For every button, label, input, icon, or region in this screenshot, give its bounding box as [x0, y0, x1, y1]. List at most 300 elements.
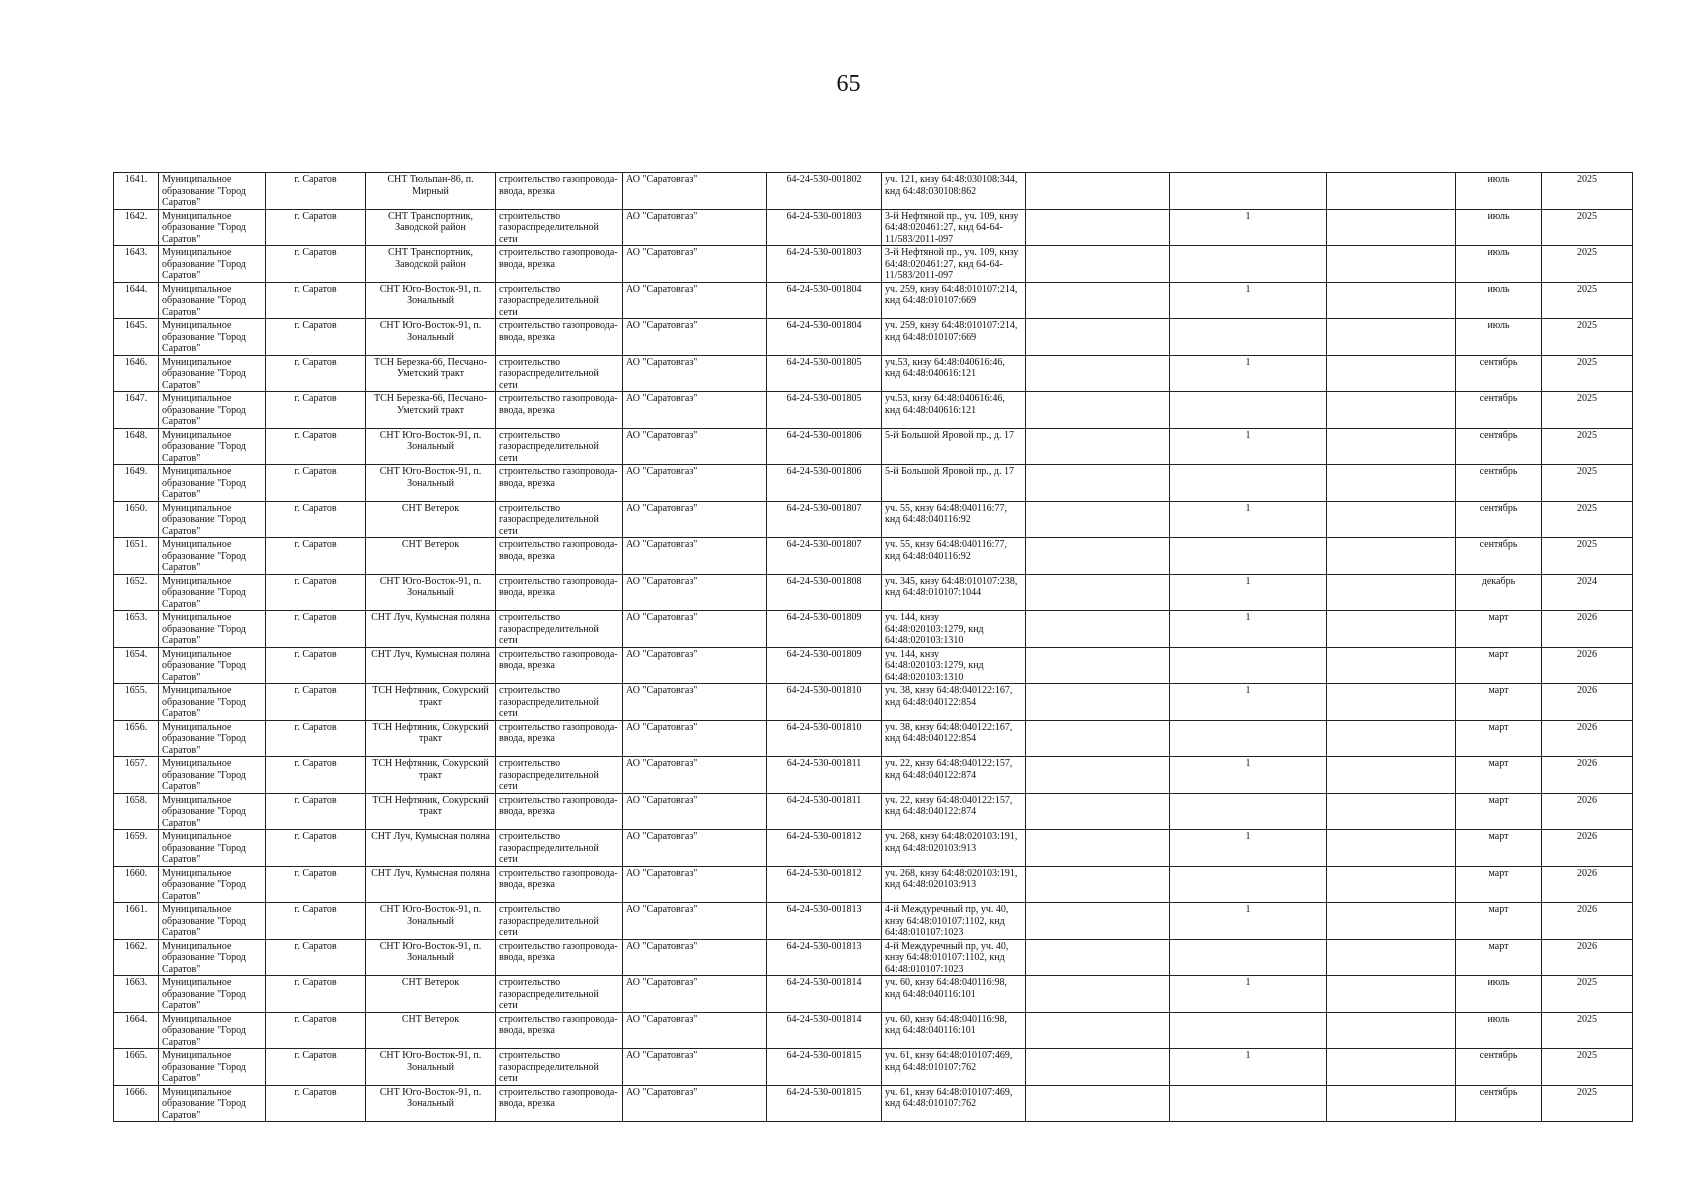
municipality-cell: Муниципальное образование "Город Саратов": [159, 757, 266, 794]
request-id-cell: 64-24-530-001814: [767, 976, 882, 1013]
year-cell: 2026: [1542, 866, 1633, 903]
municipality-cell: Муниципальное образование "Город Саратов": [159, 903, 266, 940]
address-cell: 3-й Нефтяной пр., уч. 109, кнзу 64:48:020461:27, кнд 64-64-11/583/2011-097: [882, 209, 1026, 246]
municipality-cell: Муниципальное образование "Город Саратов": [159, 939, 266, 976]
city-cell: г. Саратов: [266, 282, 366, 319]
work-type-cell: строительство газораспределительной сети: [496, 976, 623, 1013]
locality-cell: СНТ Ветерок: [366, 538, 496, 575]
count-cell: [1170, 392, 1327, 429]
empty-cell: [1026, 1049, 1170, 1086]
organization-cell: АО "Саратовгаз": [623, 319, 767, 356]
municipality-cell: Муниципальное образование "Город Саратов": [159, 173, 266, 210]
city-cell: г. Саратов: [266, 209, 366, 246]
city-cell: г. Саратов: [266, 319, 366, 356]
request-id-cell: 64-24-530-001812: [767, 830, 882, 867]
locality-cell: СНТ Юго-Восток-91, п. Зональный: [366, 282, 496, 319]
empty-cell: [1327, 1049, 1456, 1086]
empty-cell: [1327, 976, 1456, 1013]
work-type-cell: строительство газопровода-ввода, врезка: [496, 939, 623, 976]
address-cell: уч. 38, кнзу 64:48:040122:167, кнд 64:48:040122:854: [882, 720, 1026, 757]
city-cell: г. Саратов: [266, 611, 366, 648]
address-cell: уч.53, кнзу 64:48:040616:46, кнд 64:48:040616:121: [882, 392, 1026, 429]
municipality-cell: Муниципальное образование "Город Саратов": [159, 209, 266, 246]
work-type-cell: строительство газопровода-ввода, врезка: [496, 647, 623, 684]
locality-cell: СНТ Луч, Кумысная поляна: [366, 611, 496, 648]
empty-cell: [1327, 209, 1456, 246]
table-row: [114, 611, 1633, 648]
empty-cell: [1026, 647, 1170, 684]
municipality-cell: Муниципальное образование "Город Саратов": [159, 1049, 266, 1086]
table-row: [114, 501, 1633, 538]
empty-cell: [1327, 428, 1456, 465]
locality-cell: СНТ Юго-Восток-91, п. Зональный: [366, 319, 496, 356]
month-cell: сентябрь: [1456, 355, 1542, 392]
address-cell: уч. 144, кнзу 64:48:020103:1279, кнд 64:48:020103:1310: [882, 647, 1026, 684]
work-type-cell: строительство газораспределительной сети: [496, 611, 623, 648]
address-cell: уч. 60, кнзу 64:48:040116:98, кнд 64:48:040116:101: [882, 1012, 1026, 1049]
table-row: [114, 465, 1633, 502]
city-cell: г. Саратов: [266, 830, 366, 867]
year-cell: 2025: [1542, 1049, 1633, 1086]
year-cell: 2025: [1542, 209, 1633, 246]
empty-cell: [1026, 793, 1170, 830]
empty-cell: [1327, 684, 1456, 721]
municipality-cell: Муниципальное образование "Город Саратов": [159, 574, 266, 611]
empty-cell: [1327, 903, 1456, 940]
month-cell: июль: [1456, 1012, 1542, 1049]
municipality-cell: Муниципальное образование "Город Саратов": [159, 282, 266, 319]
locality-cell: СНТ Тюльпан-86, п. Мирный: [366, 173, 496, 210]
month-cell: март: [1456, 720, 1542, 757]
row-number-cell: 1660.: [114, 866, 159, 903]
work-type-cell: строительство газораспределительной сети: [496, 903, 623, 940]
month-cell: март: [1456, 866, 1542, 903]
city-cell: г. Саратов: [266, 246, 366, 283]
locality-cell: СНТ Ветерок: [366, 976, 496, 1013]
municipality-cell: Муниципальное образование "Город Саратов": [159, 319, 266, 356]
month-cell: июль: [1456, 319, 1542, 356]
work-type-cell: строительство газопровода-ввода, врезка: [496, 538, 623, 575]
locality-cell: ТСН Нефтяник, Сокурский тракт: [366, 684, 496, 721]
organization-cell: АО "Саратовгаз": [623, 647, 767, 684]
table-row: [114, 574, 1633, 611]
municipality-cell: Муниципальное образование "Город Саратов": [159, 428, 266, 465]
row-number-cell: 1652.: [114, 574, 159, 611]
month-cell: сентябрь: [1456, 392, 1542, 429]
year-cell: 2025: [1542, 465, 1633, 502]
address-cell: уч. 268, кнзу 64:48:020103:191, кнд 64:48:020103:913: [882, 866, 1026, 903]
month-cell: июль: [1456, 209, 1542, 246]
organization-cell: АО "Саратовгаз": [623, 939, 767, 976]
table-row: [114, 173, 1633, 210]
year-cell: 2026: [1542, 720, 1633, 757]
work-type-cell: строительство газораспределительной сети: [496, 501, 623, 538]
municipality-cell: Муниципальное образование "Город Саратов": [159, 465, 266, 502]
month-cell: сентябрь: [1456, 428, 1542, 465]
empty-cell: [1327, 939, 1456, 976]
table-row: [114, 1049, 1633, 1086]
month-cell: сентябрь: [1456, 465, 1542, 502]
count-cell: [1170, 173, 1327, 210]
empty-cell: [1026, 684, 1170, 721]
row-number-cell: 1649.: [114, 465, 159, 502]
request-id-cell: 64-24-530-001811: [767, 757, 882, 794]
municipality-cell: Муниципальное образование "Город Саратов": [159, 246, 266, 283]
locality-cell: СНТ Транспортник, Заводской район: [366, 209, 496, 246]
row-number-cell: 1653.: [114, 611, 159, 648]
empty-cell: [1026, 501, 1170, 538]
organization-cell: АО "Саратовгаз": [623, 684, 767, 721]
empty-cell: [1327, 1085, 1456, 1122]
table-row: [114, 830, 1633, 867]
organization-cell: АО "Саратовгаз": [623, 976, 767, 1013]
municipality-cell: Муниципальное образование "Город Саратов": [159, 830, 266, 867]
empty-cell: [1026, 173, 1170, 210]
locality-cell: СНТ Юго-Восток-91, п. Зональный: [366, 428, 496, 465]
work-type-cell: строительство газораспределительной сети: [496, 355, 623, 392]
city-cell: г. Саратов: [266, 866, 366, 903]
table-row: [114, 976, 1633, 1013]
address-cell: уч. 61, кнзу 64:48:010107:469, кнд 64:48:010107:762: [882, 1085, 1026, 1122]
address-cell: 4-й Междуречный пр, уч. 40, кнзу 64:48:010107:1102, кнд 64:48:010107:1023: [882, 903, 1026, 940]
request-id-cell: 64-24-530-001815: [767, 1085, 882, 1122]
organization-cell: АО "Саратовгаз": [623, 903, 767, 940]
row-number-cell: 1647.: [114, 392, 159, 429]
work-type-cell: строительство газопровода-ввода, врезка: [496, 465, 623, 502]
table-row: [114, 793, 1633, 830]
city-cell: г. Саратов: [266, 1085, 366, 1122]
municipality-cell: Муниципальное образование "Город Саратов": [159, 793, 266, 830]
address-cell: уч. 22, кнзу 64:48:040122:157, кнд 64:48:040122:874: [882, 757, 1026, 794]
organization-cell: АО "Саратовгаз": [623, 501, 767, 538]
locality-cell: ТСН Березка-66, Песчано-Уметский тракт: [366, 392, 496, 429]
address-cell: 4-й Междуречный пр, уч. 40, кнзу 64:48:010107:1102, кнд 64:48:010107:1023: [882, 939, 1026, 976]
organization-cell: АО "Саратовгаз": [623, 246, 767, 283]
work-type-cell: строительство газораспределительной сети: [496, 684, 623, 721]
city-cell: г. Саратов: [266, 173, 366, 210]
locality-cell: СНТ Юго-Восток-91, п. Зональный: [366, 1085, 496, 1122]
empty-cell: [1026, 392, 1170, 429]
municipality-cell: Муниципальное образование "Город Саратов": [159, 720, 266, 757]
work-type-cell: строительство газопровода-ввода, врезка: [496, 574, 623, 611]
empty-cell: [1026, 1012, 1170, 1049]
city-cell: г. Саратов: [266, 538, 366, 575]
year-cell: 2026: [1542, 903, 1633, 940]
address-cell: уч. 61, кнзу 64:48:010107:469, кнд 64:48:010107:762: [882, 1049, 1026, 1086]
table-row: [114, 392, 1633, 429]
row-number-cell: 1648.: [114, 428, 159, 465]
request-id-cell: 64-24-530-001807: [767, 501, 882, 538]
municipality-cell: Муниципальное образование "Город Саратов": [159, 538, 266, 575]
year-cell: 2025: [1542, 392, 1633, 429]
work-type-cell: строительство газораспределительной сети: [496, 757, 623, 794]
month-cell: март: [1456, 684, 1542, 721]
count-cell: [1170, 939, 1327, 976]
empty-cell: [1026, 1085, 1170, 1122]
table-row: [114, 538, 1633, 575]
city-cell: г. Саратов: [266, 392, 366, 429]
count-cell: [1170, 793, 1327, 830]
request-id-cell: 64-24-530-001806: [767, 465, 882, 502]
empty-cell: [1026, 465, 1170, 502]
municipality-cell: Муниципальное образование "Город Саратов": [159, 501, 266, 538]
month-cell: сентябрь: [1456, 1049, 1542, 1086]
year-cell: 2025: [1542, 538, 1633, 575]
table-row: [114, 428, 1633, 465]
year-cell: 2025: [1542, 173, 1633, 210]
row-number-cell: 1654.: [114, 647, 159, 684]
count-cell: [1170, 647, 1327, 684]
work-type-cell: строительство газораспределительной сети: [496, 282, 623, 319]
year-cell: 2026: [1542, 757, 1633, 794]
row-number-cell: 1661.: [114, 903, 159, 940]
address-cell: уч. 55, кнзу 64:48:040116:77, кнд 64:48:040116:92: [882, 501, 1026, 538]
month-cell: июль: [1456, 246, 1542, 283]
locality-cell: СНТ Юго-Восток-91, п. Зональный: [366, 465, 496, 502]
request-id-cell: 64-24-530-001810: [767, 720, 882, 757]
locality-cell: СНТ Транспортник, Заводской район: [366, 246, 496, 283]
organization-cell: АО "Саратовгаз": [623, 1012, 767, 1049]
empty-cell: [1327, 611, 1456, 648]
month-cell: сентябрь: [1456, 538, 1542, 575]
request-id-cell: 64-24-530-001802: [767, 173, 882, 210]
organization-cell: АО "Саратовгаз": [623, 611, 767, 648]
row-number-cell: 1656.: [114, 720, 159, 757]
address-cell: уч.53, кнзу 64:48:040616:46, кнд 64:48:040616:121: [882, 355, 1026, 392]
empty-cell: [1327, 246, 1456, 283]
request-id-cell: 64-24-530-001803: [767, 209, 882, 246]
organization-cell: АО "Саратовгаз": [623, 538, 767, 575]
empty-cell: [1026, 209, 1170, 246]
empty-cell: [1026, 282, 1170, 319]
city-cell: г. Саратов: [266, 1049, 366, 1086]
month-cell: июль: [1456, 282, 1542, 319]
year-cell: 2025: [1542, 246, 1633, 283]
work-type-cell: строительство газопровода-ввода, врезка: [496, 1085, 623, 1122]
count-cell: [1170, 465, 1327, 502]
count-cell: [1170, 1085, 1327, 1122]
month-cell: март: [1456, 793, 1542, 830]
city-cell: г. Саратов: [266, 793, 366, 830]
year-cell: 2025: [1542, 428, 1633, 465]
organization-cell: АО "Саратовгаз": [623, 720, 767, 757]
table-row: [114, 684, 1633, 721]
city-cell: г. Саратов: [266, 976, 366, 1013]
work-type-cell: строительство газопровода-ввода, врезка: [496, 392, 623, 429]
month-cell: март: [1456, 757, 1542, 794]
address-cell: 5-й Большой Яровой пр., д. 17: [882, 465, 1026, 502]
table-row: [114, 355, 1633, 392]
year-cell: 2026: [1542, 793, 1633, 830]
city-cell: г. Саратов: [266, 574, 366, 611]
request-id-cell: 64-24-530-001813: [767, 939, 882, 976]
month-cell: март: [1456, 611, 1542, 648]
count-cell: 1: [1170, 1049, 1327, 1086]
empty-cell: [1327, 1012, 1456, 1049]
empty-cell: [1026, 538, 1170, 575]
month-cell: июль: [1456, 976, 1542, 1013]
organization-cell: АО "Саратовгаз": [623, 793, 767, 830]
municipality-cell: Муниципальное образование "Город Саратов": [159, 647, 266, 684]
work-type-cell: строительство газопровода-ввода, врезка: [496, 720, 623, 757]
request-id-cell: 64-24-530-001806: [767, 428, 882, 465]
request-id-cell: 64-24-530-001813: [767, 903, 882, 940]
request-id-cell: 64-24-530-001809: [767, 647, 882, 684]
city-cell: г. Саратов: [266, 684, 366, 721]
empty-cell: [1327, 319, 1456, 356]
count-cell: [1170, 538, 1327, 575]
work-type-cell: строительство газопровода-ввода, врезка: [496, 319, 623, 356]
row-number-cell: 1641.: [114, 173, 159, 210]
count-cell: 1: [1170, 282, 1327, 319]
empty-cell: [1026, 866, 1170, 903]
empty-cell: [1026, 830, 1170, 867]
year-cell: 2026: [1542, 647, 1633, 684]
locality-cell: СНТ Луч, Кумысная поляна: [366, 647, 496, 684]
empty-cell: [1327, 757, 1456, 794]
year-cell: 2025: [1542, 355, 1633, 392]
row-number-cell: 1662.: [114, 939, 159, 976]
address-cell: уч. 38, кнзу 64:48:040122:167, кнд 64:48:040122:854: [882, 684, 1026, 721]
work-type-cell: строительство газопровода-ввода, врезка: [496, 246, 623, 283]
municipality-cell: Муниципальное образование "Город Саратов": [159, 611, 266, 648]
municipality-cell: Муниципальное образование "Город Саратов": [159, 1012, 266, 1049]
request-id-cell: 64-24-530-001810: [767, 684, 882, 721]
organization-cell: АО "Саратовгаз": [623, 355, 767, 392]
table-row: [114, 1012, 1633, 1049]
empty-cell: [1327, 392, 1456, 429]
row-number-cell: 1666.: [114, 1085, 159, 1122]
locality-cell: СНТ Юго-Восток-91, п. Зональный: [366, 903, 496, 940]
month-cell: март: [1456, 939, 1542, 976]
month-cell: декабрь: [1456, 574, 1542, 611]
address-cell: уч. 22, кнзу 64:48:040122:157, кнд 64:48:040122:874: [882, 793, 1026, 830]
row-number-cell: 1651.: [114, 538, 159, 575]
work-type-cell: строительство газопровода-ввода, врезка: [496, 793, 623, 830]
empty-cell: [1026, 319, 1170, 356]
request-id-cell: 64-24-530-001814: [767, 1012, 882, 1049]
count-cell: [1170, 866, 1327, 903]
work-type-cell: строительство газораспределительной сети: [496, 428, 623, 465]
empty-cell: [1327, 173, 1456, 210]
request-id-cell: 64-24-530-001804: [767, 282, 882, 319]
row-number-cell: 1657.: [114, 757, 159, 794]
row-number-cell: 1643.: [114, 246, 159, 283]
request-id-cell: 64-24-530-001807: [767, 538, 882, 575]
work-type-cell: строительство газопровода-ввода, врезка: [496, 173, 623, 210]
table-row: [114, 647, 1633, 684]
empty-cell: [1026, 428, 1170, 465]
request-id-cell: 64-24-530-001808: [767, 574, 882, 611]
locality-cell: СНТ Юго-Восток-91, п. Зональный: [366, 1049, 496, 1086]
city-cell: г. Саратов: [266, 501, 366, 538]
organization-cell: АО "Саратовгаз": [623, 866, 767, 903]
table-row: [114, 1085, 1633, 1122]
year-cell: 2025: [1542, 319, 1633, 356]
empty-cell: [1327, 538, 1456, 575]
page-number: 65: [836, 71, 861, 97]
city-cell: г. Саратов: [266, 903, 366, 940]
address-cell: уч. 55, кнзу 64:48:040116:77, кнд 64:48:040116:92: [882, 538, 1026, 575]
empty-cell: [1327, 282, 1456, 319]
month-cell: июль: [1456, 173, 1542, 210]
row-number-cell: 1664.: [114, 1012, 159, 1049]
empty-cell: [1026, 903, 1170, 940]
organization-cell: АО "Саратовгаз": [623, 574, 767, 611]
request-id-cell: 64-24-530-001804: [767, 319, 882, 356]
year-cell: 2026: [1542, 611, 1633, 648]
municipality-cell: Муниципальное образование "Город Саратов": [159, 392, 266, 429]
empty-cell: [1026, 611, 1170, 648]
address-cell: уч. 259, кнзу 64:48:010107:214, кнд 64:48:010107:669: [882, 319, 1026, 356]
municipality-cell: Муниципальное образование "Город Саратов": [159, 866, 266, 903]
empty-cell: [1327, 574, 1456, 611]
row-number-cell: 1655.: [114, 684, 159, 721]
request-id-cell: 64-24-530-001815: [767, 1049, 882, 1086]
count-cell: 1: [1170, 976, 1327, 1013]
table-row: [114, 757, 1633, 794]
year-cell: 2026: [1542, 684, 1633, 721]
count-cell: 1: [1170, 355, 1327, 392]
row-number-cell: 1658.: [114, 793, 159, 830]
table-row: [114, 319, 1633, 356]
locality-cell: ТСН Нефтяник, Сокурский тракт: [366, 793, 496, 830]
year-cell: 2024: [1542, 574, 1633, 611]
year-cell: 2026: [1542, 830, 1633, 867]
request-id-cell: 64-24-530-001811: [767, 793, 882, 830]
city-cell: г. Саратов: [266, 720, 366, 757]
city-cell: г. Саратов: [266, 355, 366, 392]
request-id-cell: 64-24-530-001805: [767, 392, 882, 429]
row-number-cell: 1665.: [114, 1049, 159, 1086]
empty-cell: [1327, 720, 1456, 757]
year-cell: 2025: [1542, 501, 1633, 538]
address-cell: уч. 144, кнзу 64:48:020103:1279, кнд 64:48:020103:1310: [882, 611, 1026, 648]
empty-cell: [1026, 939, 1170, 976]
organization-cell: АО "Саратовгаз": [623, 173, 767, 210]
organization-cell: АО "Саратовгаз": [623, 282, 767, 319]
row-number-cell: 1650.: [114, 501, 159, 538]
locality-cell: СНТ Луч, Кумысная поляна: [366, 866, 496, 903]
organization-cell: АО "Саратовгаз": [623, 757, 767, 794]
month-cell: март: [1456, 830, 1542, 867]
count-cell: 1: [1170, 501, 1327, 538]
count-cell: 1: [1170, 574, 1327, 611]
registry-table: [113, 172, 1633, 1122]
empty-cell: [1327, 793, 1456, 830]
city-cell: г. Саратов: [266, 647, 366, 684]
locality-cell: СНТ Юго-Восток-91, п. Зональный: [366, 939, 496, 976]
month-cell: март: [1456, 647, 1542, 684]
empty-cell: [1327, 501, 1456, 538]
month-cell: сентябрь: [1456, 1085, 1542, 1122]
row-number-cell: 1659.: [114, 830, 159, 867]
locality-cell: ТСН Нефтяник, Сокурский тракт: [366, 720, 496, 757]
year-cell: 2025: [1542, 976, 1633, 1013]
table-row: [114, 246, 1633, 283]
row-number-cell: 1663.: [114, 976, 159, 1013]
municipality-cell: Муниципальное образование "Город Саратов": [159, 1085, 266, 1122]
request-id-cell: 64-24-530-001805: [767, 355, 882, 392]
empty-cell: [1026, 757, 1170, 794]
organization-cell: АО "Саратовгаз": [623, 428, 767, 465]
month-cell: март: [1456, 903, 1542, 940]
year-cell: 2026: [1542, 939, 1633, 976]
work-type-cell: строительство газопровода-ввода, врезка: [496, 1012, 623, 1049]
work-type-cell: строительство газораспределительной сети: [496, 830, 623, 867]
municipality-cell: Муниципальное образование "Город Саратов": [159, 684, 266, 721]
table-row: [114, 282, 1633, 319]
